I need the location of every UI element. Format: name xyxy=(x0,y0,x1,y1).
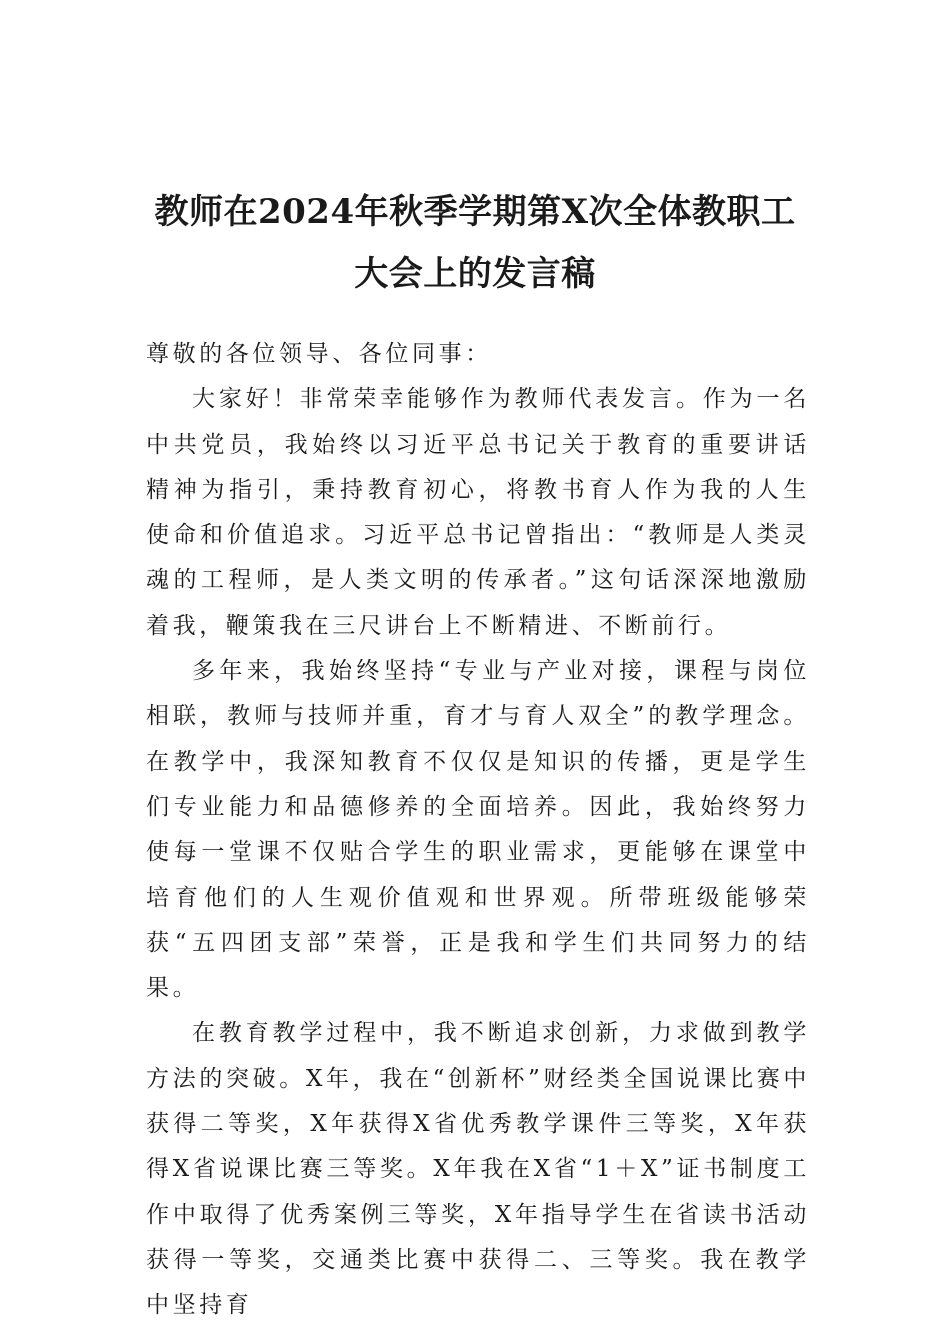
document-body xyxy=(146,332,810,1329)
title-line-2: 大会上的发言稿 xyxy=(354,253,596,294)
paragraph-3: 在教育教学过程中，我不断追求创新，力求做到教学方法的突破。X年，我在“创新杯”财经类全国说课比赛中获得二等奖，X年获得X省优秀教学课件三等奖，X年获得X省说课比赛三等奖。X年我在X省“1＋X”证书制度工作中取得了优秀案例三等奖，X年指导学生在省读书活动获得一等奖，交通类比赛中获得二、三等奖。我在教学中坚持育 xyxy=(146,1020,810,1319)
title-line-1: 教师在2024年秋季学期第X次全体教职工 xyxy=(154,191,796,232)
paragraph-1: 大家好！非常荣幸能够作为教师代表发言。作为一名中共党员，我始终以习近平总书记关于教育的重要讲话精神为指引，秉持教育初心，将教书育人作为我的人生使命和价值追求。习近平总书记曾指出：“教师是人类灵魂的工程师，是人类文明的传承者。”这句话深深地激励着我，鞭策我在三尺讲台上不断精进、不断前行。 xyxy=(146,386,810,639)
paragraph-2: 多年来，我始终坚持“专业与产业对接，课程与岗位相联，教师与技师并重，育才与育人双全”的教学理念。在教学中，我深知教育不仅仅是知识的传播，更是学生们专业能力和品德修养的全面培养。因此，我始终努力使每一堂课不仅贴合学生的职业需求，更能够在课堂中培育他们的人生观价值观和世界观。所带班级能够荣获“五四团支部”荣誉，正是我和学生们共同努力的结果。 xyxy=(146,658,810,1002)
salutation: 尊敬的各位领导、各位同事： xyxy=(146,341,492,367)
document-title xyxy=(120,181,830,305)
